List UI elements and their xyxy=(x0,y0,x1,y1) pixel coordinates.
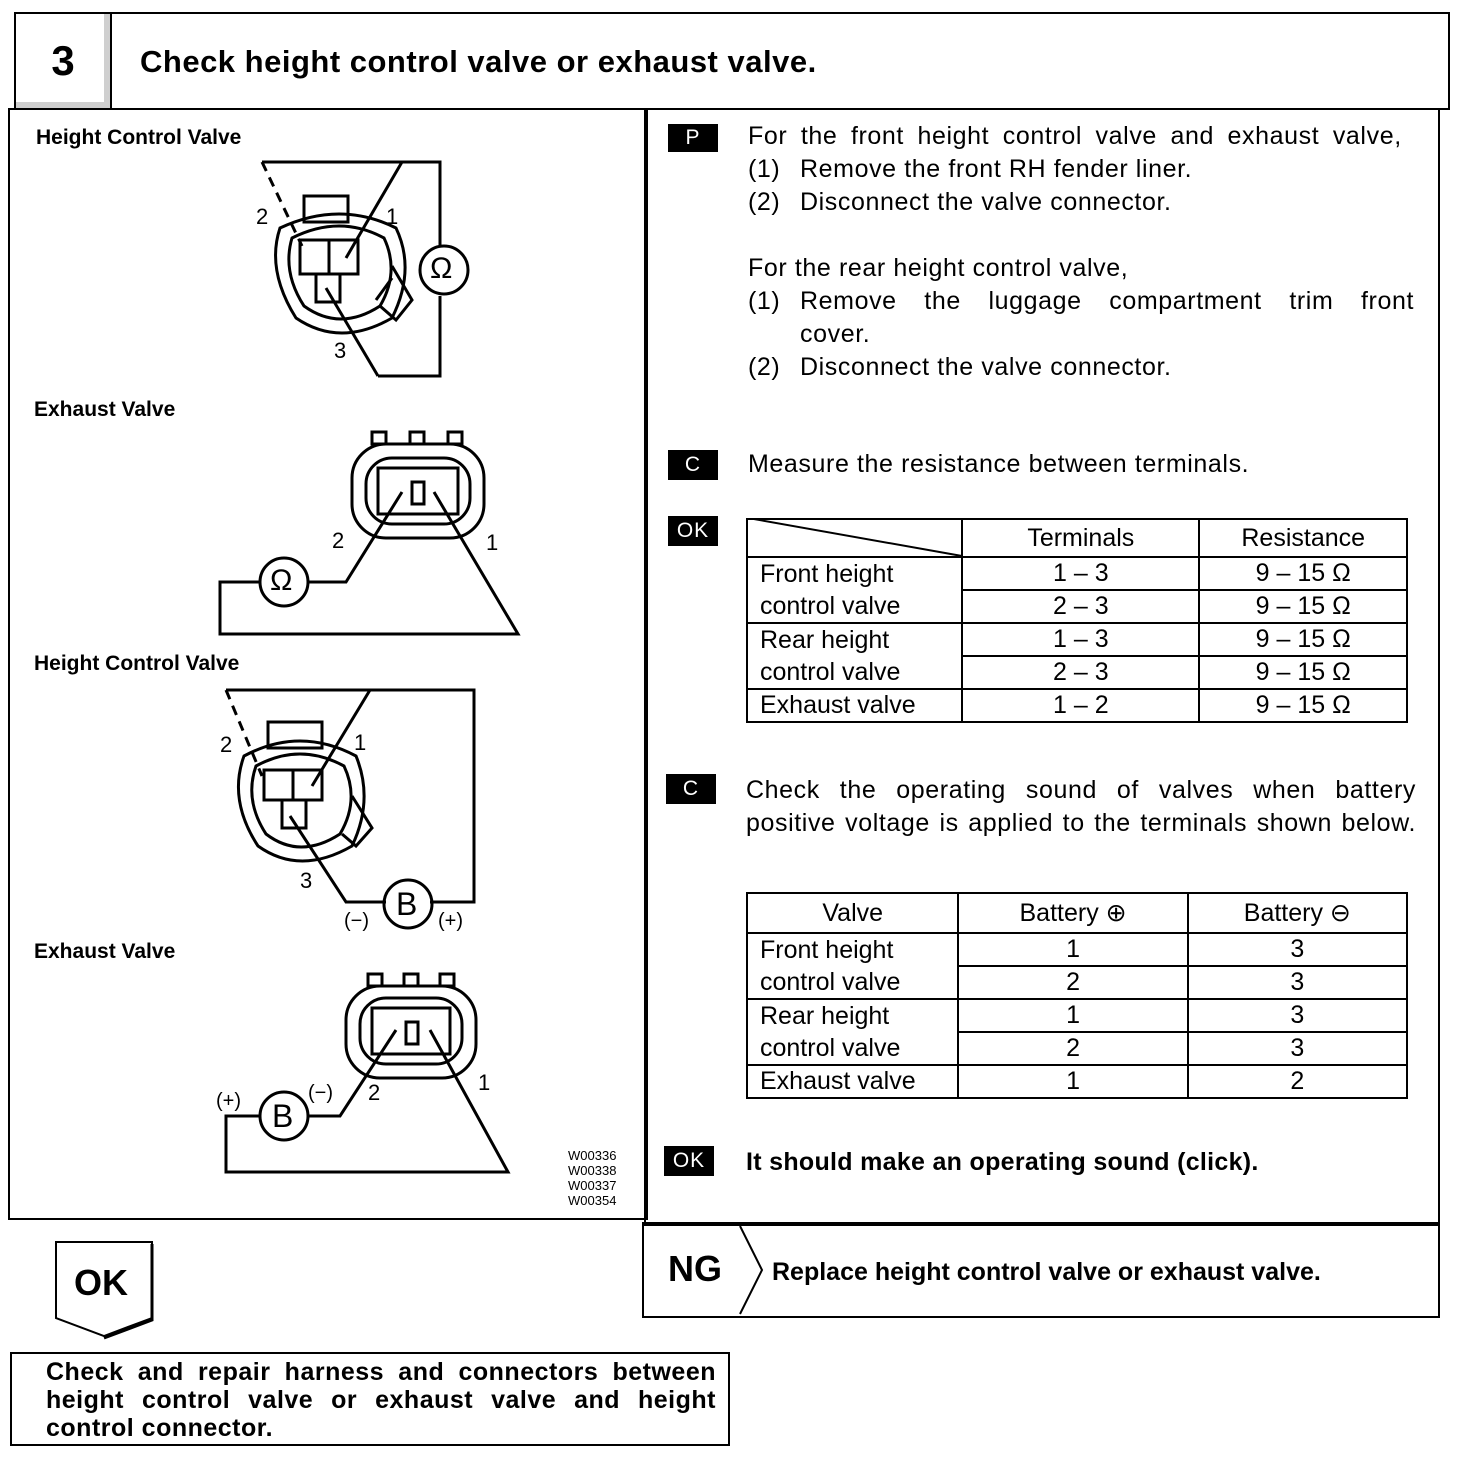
cell-plus: 1 xyxy=(958,933,1187,966)
diagram-label-height-control-valve-2: Height Control Valve xyxy=(34,652,240,675)
cell-plus: 1 xyxy=(958,1065,1187,1098)
step-title: Check height control valve or exhaust valve. xyxy=(140,44,817,79)
cell-plus: 2 xyxy=(958,966,1187,999)
step-number: 3 xyxy=(16,14,112,108)
exhaust-valve-ohm-diagram xyxy=(220,432,518,634)
diagram-label-height-control-valve-1: Height Control Valve xyxy=(36,126,242,149)
col-battery-minus: Battery ⊖ xyxy=(1188,893,1407,933)
pin-label: 2 xyxy=(256,204,269,229)
ohm-symbol-1: Ω xyxy=(430,252,453,285)
cell-resistance: 9 – 15 Ω xyxy=(1199,623,1407,656)
wiring-diagrams xyxy=(0,0,648,1220)
front-intro: For the front height control valve and exhaust valve, xyxy=(748,122,1402,150)
col-resistance: Resistance xyxy=(1199,519,1407,557)
cell-minus: 3 xyxy=(1188,966,1407,999)
polarity-label: (−) xyxy=(308,1082,333,1104)
check-1-text: Measure the resistance between terminals. xyxy=(748,450,1250,478)
row-label: control valve xyxy=(747,590,962,623)
cell-terminals: 1 – 2 xyxy=(962,689,1199,722)
pin-label: 1 xyxy=(478,1070,491,1095)
cell-minus: 2 xyxy=(1188,1065,1407,1098)
polarity-label: (+) xyxy=(216,1090,241,1112)
row-label: control valve xyxy=(747,966,958,999)
pin-label: 1 xyxy=(386,204,399,229)
cell-resistance: 9 – 15 Ω xyxy=(1199,656,1407,689)
ng-label: NG xyxy=(668,1248,722,1289)
height-control-valve-battery-diagram xyxy=(226,690,474,928)
pin-label: 3 xyxy=(334,338,347,363)
battery-symbol-2: B xyxy=(272,1098,294,1134)
cell-plus: 1 xyxy=(958,999,1187,1032)
check-badge-2: C xyxy=(666,774,716,804)
row-label: Exhaust valve xyxy=(747,1065,958,1098)
polarity-label: (+) xyxy=(438,910,463,932)
diagram-label-exhaust-valve-1: Exhaust Valve xyxy=(34,398,176,421)
ok-badge-1: OK xyxy=(668,516,718,546)
col-terminals: Terminals xyxy=(962,519,1199,557)
ng-action: Replace height control valve or exhaust valve. xyxy=(772,1258,1321,1286)
row-label: Rear height xyxy=(747,999,958,1032)
battery-table xyxy=(746,892,1408,1099)
ok-label: OK xyxy=(74,1262,128,1303)
cell-resistance: 9 – 15 Ω xyxy=(1199,590,1407,623)
row-label: Front height xyxy=(747,933,958,966)
cell-minus: 3 xyxy=(1188,999,1407,1032)
row-label: Exhaust valve xyxy=(747,689,962,722)
rear-step: (1) Remove the luggage compartment trim front cover. xyxy=(748,287,1414,348)
row-label: control valve xyxy=(747,1032,958,1065)
cell-terminals: 2 – 3 xyxy=(962,656,1199,689)
cell-plus: 2 xyxy=(958,1032,1187,1065)
ohm-symbol-2: Ω xyxy=(270,564,293,597)
pin-label: 2 xyxy=(368,1080,381,1105)
front-step: (1) Remove the front RH fender liner. xyxy=(748,155,1193,183)
table-corner xyxy=(747,519,962,557)
cell-minus: 3 xyxy=(1188,933,1407,966)
pin-label: 1 xyxy=(354,730,367,755)
diagram-label-exhaust-valve-2: Exhaust Valve xyxy=(34,940,176,963)
prep-instructions xyxy=(748,120,1414,384)
ok-badge-2: OK xyxy=(664,1146,714,1176)
battery-symbol-1: B xyxy=(396,886,418,922)
cell-terminals: 1 – 3 xyxy=(962,557,1199,590)
cell-minus: 3 xyxy=(1188,1032,1407,1065)
cell-terminals: 2 – 3 xyxy=(962,590,1199,623)
cell-resistance: 9 – 15 Ω xyxy=(1199,689,1407,722)
row-label: Rear height xyxy=(747,623,962,656)
col-valve: Valve xyxy=(747,893,958,933)
pin-label: 2 xyxy=(332,528,345,553)
rear-step: (2) Disconnect the valve connector. xyxy=(748,353,1172,381)
ng-chevron xyxy=(738,1224,768,1316)
front-step: (2) Disconnect the valve connector. xyxy=(748,188,1172,216)
rear-intro: For the rear height control valve, xyxy=(748,254,1129,282)
check-badge-1: C xyxy=(668,450,718,480)
prep-badge: P xyxy=(668,124,718,152)
row-label: control valve xyxy=(747,656,962,689)
check-2-result: It should make an operating sound (click). xyxy=(746,1148,1259,1176)
polarity-label: (−) xyxy=(344,910,369,932)
figure-codes: W00336 W00338 W00337 W00354 xyxy=(568,1148,617,1208)
ok-action: Check and repair harness and connectors between height control valve or exhaust valve and height control connector. xyxy=(10,1352,730,1446)
check-2-text: Check the operating sound of valves when battery positive voltage is applied to the terminals shown below. xyxy=(746,776,1416,837)
col-battery-plus: Battery ⊕ xyxy=(958,893,1187,933)
cell-terminals: 1 – 3 xyxy=(962,623,1199,656)
pin-label: 1 xyxy=(486,530,499,555)
resistance-table xyxy=(746,518,1408,723)
pin-label: 2 xyxy=(220,732,233,757)
pin-label: 3 xyxy=(300,868,313,893)
cell-resistance: 9 – 15 Ω xyxy=(1199,557,1407,590)
row-label: Front height xyxy=(747,557,962,590)
exhaust-valve-battery-diagram xyxy=(226,974,508,1172)
